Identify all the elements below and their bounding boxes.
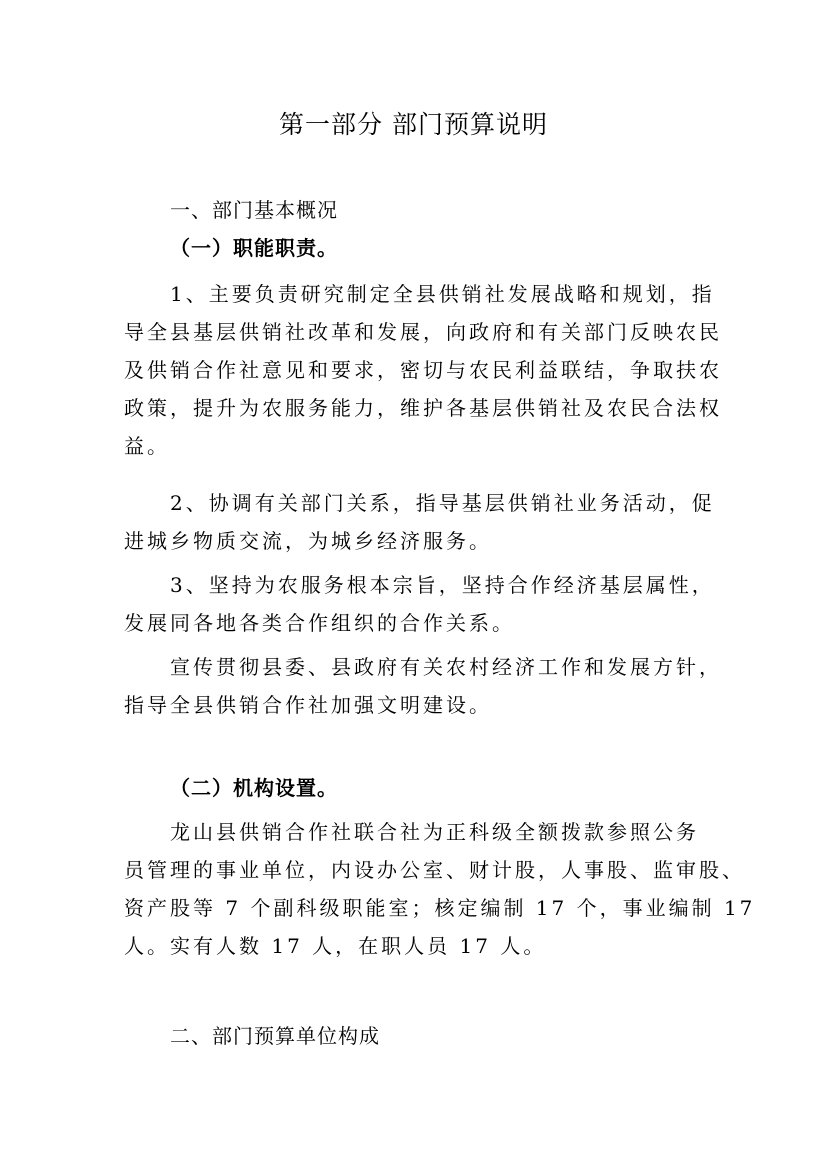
text-line: 导全县基层供销社改革和发展，向政府和有关部门反映农民 — [124, 320, 722, 344]
section-heading-budget-units: 二、部门预算单位构成 — [170, 1024, 380, 1048]
text-line: 及供销合作社意见和要求，密切与农民利益联结，争取扶农 — [124, 358, 722, 382]
text-line: 员管理的事业单位，内设办公室、财计股，人事股、监审股、 — [124, 858, 745, 882]
text-line: 发展同各地各类合作组织的合作关系。 — [124, 611, 515, 635]
text-line: 资产股等 7 个副科级职能室；核定编制 17 个，事业编制 17 — [124, 896, 756, 920]
text-line: 人。实有人数 17 人，在职人员 17 人。 — [124, 934, 547, 958]
text-line: 进城乡物质交流，为城乡经济服务。 — [124, 529, 492, 553]
duty-item-3 — [124, 566, 715, 642]
subsection-heading-organization: （二）机构设置。 — [170, 776, 338, 800]
text-line: 2、协调有关部门关系，指导基层供销社业务活动，促 — [170, 491, 715, 515]
text-line: 龙山县供销合作社联合社为正科级全额拨款参照公务 — [170, 820, 699, 844]
text-line: 政策，提升为农服务能力，维护各基层供销社及农民合法权 — [124, 396, 722, 420]
organization-paragraph — [124, 813, 756, 965]
text-line: 1、主要负责研究制定全县供销社发展战略和规划，指 — [170, 282, 715, 306]
page-title: 第一部分 部门预算说明 — [279, 110, 548, 139]
duty-item-2 — [124, 484, 715, 560]
duty-item-4 — [124, 648, 722, 724]
text-line: 益。 — [124, 434, 170, 458]
subsection-heading-duties: （一）职能职责。 — [170, 236, 338, 260]
text-line: 3、坚持为农服务根本宗旨，坚持合作经济基层属性， — [170, 573, 715, 597]
duty-item-1 — [124, 275, 722, 465]
section-heading-basic-overview: 一、部门基本概况 — [170, 198, 338, 222]
text-line: 指导全县供销合作社加强文明建设。 — [124, 693, 492, 717]
text-line: 宣传贯彻县委、县政府有关农村经济工作和发展方针， — [170, 655, 722, 679]
